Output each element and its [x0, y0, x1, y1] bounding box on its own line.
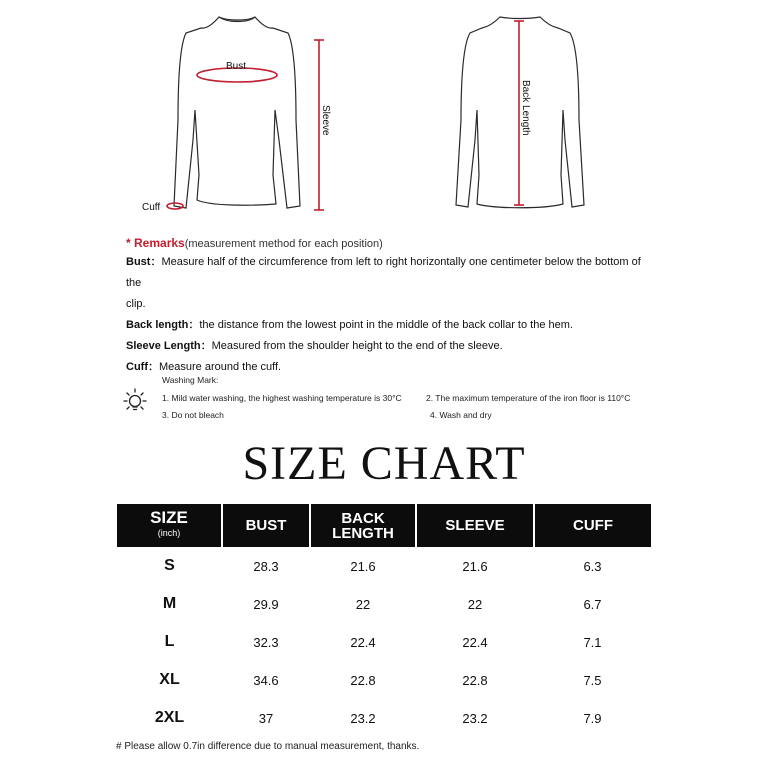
remark-term: Sleeve Length： — [126, 340, 212, 352]
sleeve-cell: 22.8 — [462, 672, 488, 688]
sleeve-cell: 22.4 — [462, 634, 488, 650]
sleeve-cell: 21.6 — [462, 558, 488, 574]
remark-term: Bust： — [126, 256, 162, 268]
size-chart-table — [117, 504, 651, 737]
cuff-cell: 7.1 — [583, 634, 602, 650]
front-shirt-outline — [174, 17, 300, 208]
sleeve-label: Sleeve — [320, 105, 331, 136]
cuff-cell: 6.3 — [583, 558, 602, 574]
remark-text: Measure around the cuff. — [159, 361, 282, 373]
back-header-line2: LENGTH — [332, 524, 394, 542]
table-row — [117, 699, 651, 737]
washing-instruction: 1. Mild water washing, the highest washing temperature is 30°C — [162, 393, 402, 403]
remark-back-length — [126, 315, 646, 336]
washing-instruction: 4. Wash and dry — [430, 410, 492, 420]
size-chart-title: SIZE CHART — [242, 437, 526, 490]
bust-cell: 29.9 — [253, 596, 279, 612]
cuff-cell: 6.7 — [583, 596, 602, 612]
size-cell: M — [162, 595, 177, 612]
size-cell: L — [164, 633, 175, 650]
size-cell: S — [164, 557, 175, 574]
cuff-label: Cuff — [142, 202, 161, 213]
size-header-unit: (inch) — [157, 528, 181, 538]
remarks-heading — [126, 234, 646, 252]
washing-mark-section — [120, 372, 660, 424]
back-length-cell: 22.4 — [350, 634, 376, 650]
col-header-bust: BUST — [222, 504, 310, 547]
back-length-cell: 21.6 — [350, 558, 376, 574]
washing-instruction: 2. The maximum temperature of the iron floor is 110°C — [426, 393, 631, 403]
table-row — [117, 585, 651, 623]
bust-cell: 28.3 — [253, 558, 279, 574]
sleeve-cell: 23.2 — [462, 710, 488, 726]
bust-label: Bust — [226, 61, 247, 72]
back-header-line1: BACK — [341, 509, 385, 527]
table-row — [117, 623, 651, 661]
washing-instruction: 3. Do not bleach — [162, 410, 224, 420]
cuff-cell: 7.5 — [583, 672, 602, 688]
remark-sleeve-length — [126, 336, 646, 357]
size-cell: XL — [159, 671, 180, 688]
col-header-sleeve: SLEEVE — [416, 504, 534, 547]
washing-mark-title: Washing Mark: — [162, 375, 219, 385]
size-header-label: SIZE — [150, 508, 188, 527]
size-cell: 2XL — [154, 709, 185, 726]
remark-text: the distance from the lowest point in the middle of the back collar to the hem. — [199, 319, 573, 331]
table-row — [117, 661, 651, 699]
bust-cell: 34.6 — [253, 672, 279, 688]
bust-cell: 32.3 — [253, 634, 279, 650]
lightbulb-icon — [120, 387, 150, 417]
remark-term: Cuff： — [126, 361, 159, 373]
back-length-cell: 22 — [355, 596, 371, 612]
measurement-note: # Please allow 0.7in difference due to manual measurement, thanks. — [116, 741, 420, 752]
cuff-cell: 7.9 — [583, 710, 602, 726]
remarks-section — [126, 234, 646, 378]
table-row — [117, 547, 651, 585]
table-header-row — [117, 504, 651, 547]
col-header-cuff: CUFF — [534, 504, 651, 547]
col-header-size — [117, 504, 222, 547]
remark-bust — [126, 252, 646, 294]
sleeve-cell: 22 — [467, 596, 483, 612]
remarks-subtitle: (measurement method for each position) — [184, 238, 383, 250]
remark-bust-continued: clip. — [126, 298, 146, 310]
back-length-cell: 23.2 — [350, 710, 376, 726]
back-length-label: Back Length — [520, 80, 531, 136]
measurement-diagrams — [0, 0, 768, 232]
remark-term: Back length： — [126, 319, 200, 331]
back-length-cell: 22.8 — [350, 672, 376, 688]
bust-cell: 37 — [258, 710, 274, 726]
back-shirt-outline — [456, 17, 584, 208]
col-header-back-length — [310, 504, 416, 547]
remarks-title: * Remarks — [126, 236, 185, 250]
remark-text: Measured from the shoulder height to the end of the sleeve. — [211, 340, 503, 352]
remark-text: Measure half of the circumference from left to right horizontally one centimeter below the bottom of the — [126, 256, 641, 289]
